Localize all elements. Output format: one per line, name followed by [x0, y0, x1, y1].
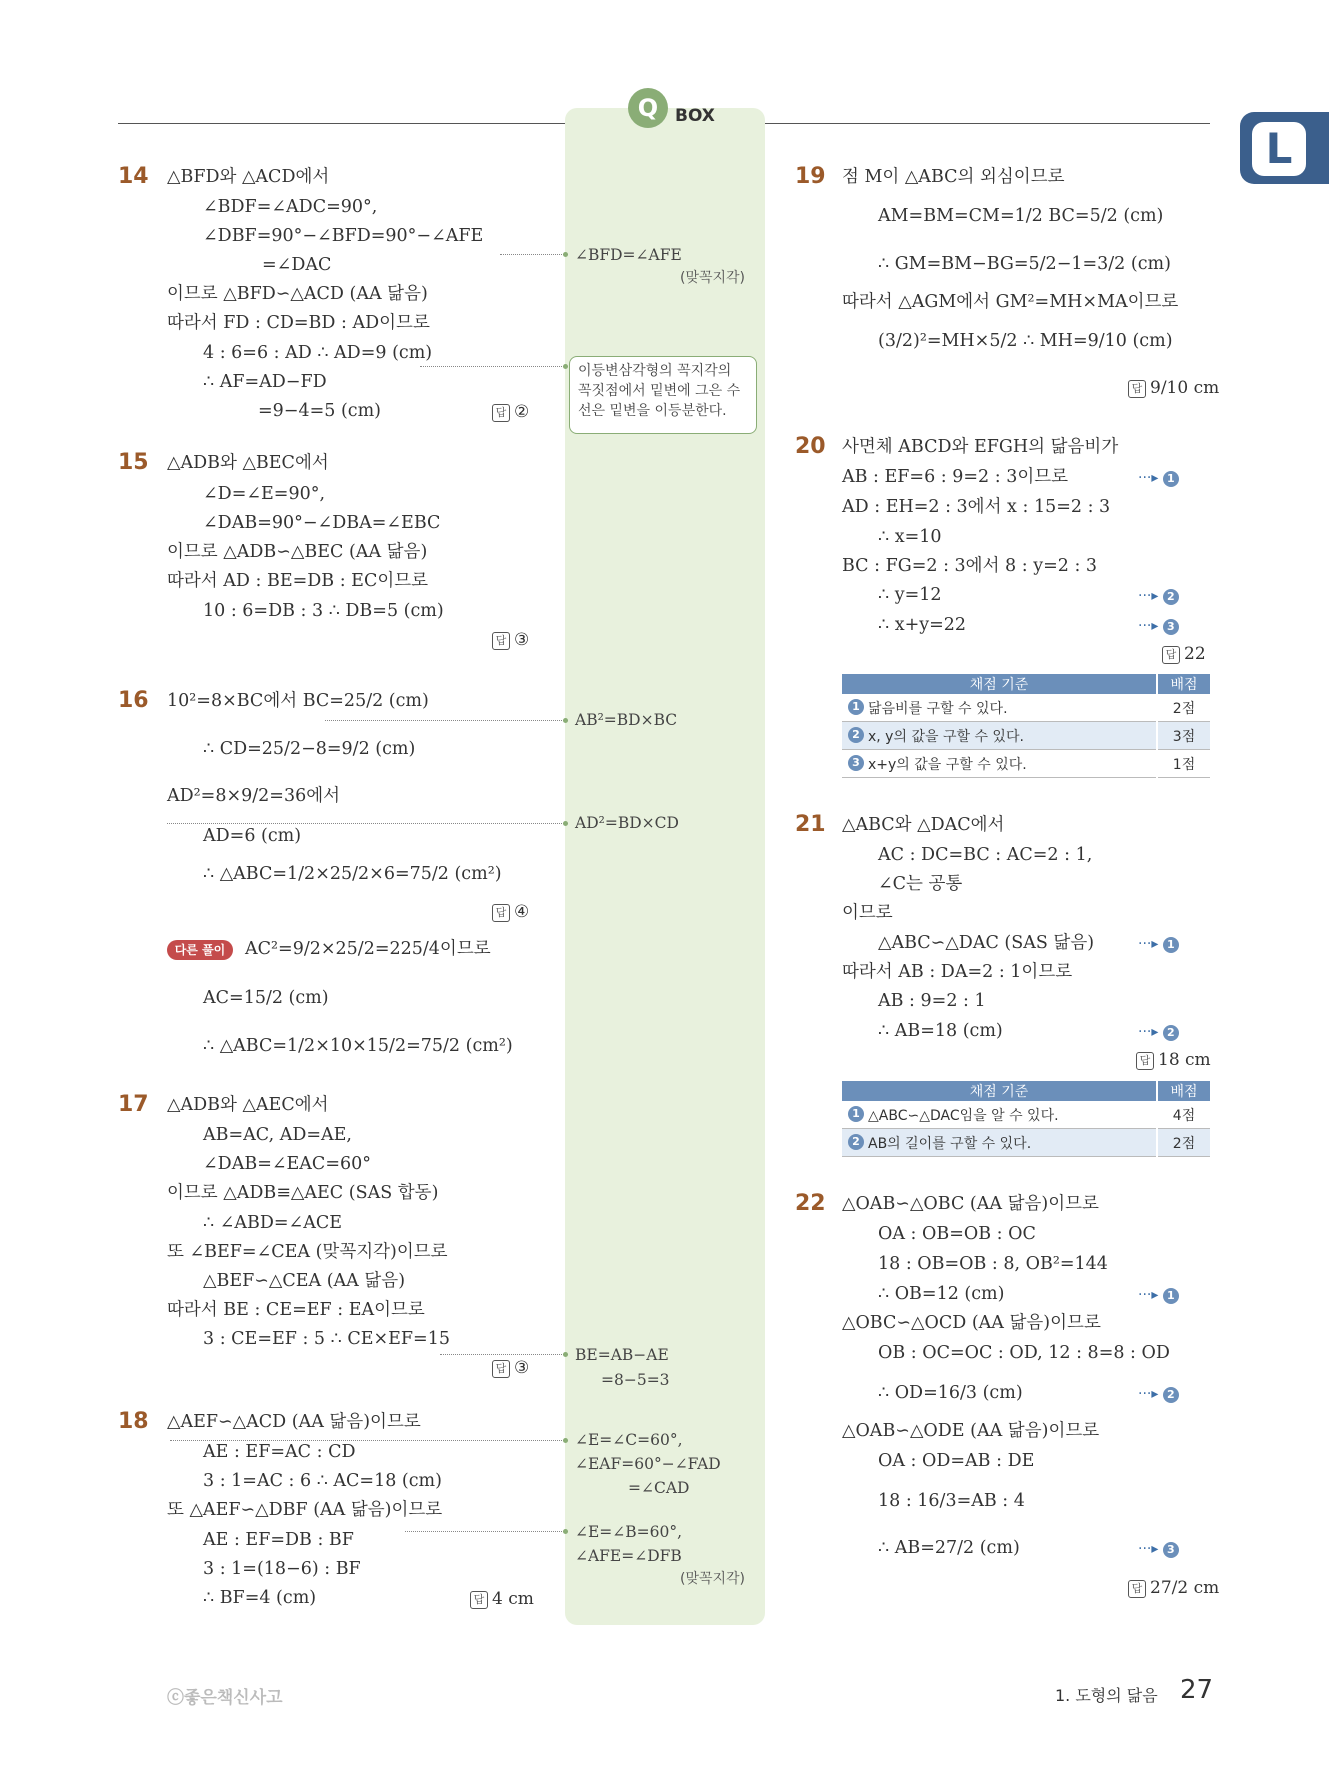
step-number: 1 [1163, 1288, 1179, 1304]
solution-line: AD : EH=2 : 3에서 x : 15=2 : 3 [842, 497, 1111, 517]
leader-line [170, 1440, 568, 1441]
leader-line [325, 720, 568, 721]
solution-line: (3/2)²=MH×5/2 ∴ MH=9/10 (cm) [878, 331, 1173, 351]
step-marker: ···▸ 2 [1138, 1024, 1179, 1041]
solution-line: 또 ∠BEF=∠CEA (맞꼭지각)이므로 [167, 1242, 448, 1262]
answer-value: ② [514, 402, 530, 422]
problem-number: 19 [795, 164, 826, 189]
step-marker: ···▸ 1 [1138, 470, 1179, 487]
solution-line: AB=AC, AD=AE, [203, 1125, 352, 1145]
answer-icon: 답 [1136, 1052, 1154, 1070]
answer-icon: 답 [1128, 380, 1146, 398]
note-box: 이등변삼각형의 꼭지각의 꼭짓점에서 밑변에 그은 수선은 밑변을 이등분한다. [569, 356, 757, 434]
solution-line: 이므로 △ADB∽△BEC (AA 닮음) [167, 542, 428, 562]
leader-dot [563, 1352, 568, 1357]
answer-icon: 답 [1128, 1580, 1146, 1598]
answer-icon: 답 [492, 404, 510, 422]
leader-dot [563, 1529, 568, 1534]
answer-value: 18 cm [1158, 1050, 1211, 1070]
qbox-note: =∠CAD [628, 1479, 690, 1497]
solution-line: ∴ CD=25/2−8=9/2 (cm) [203, 739, 416, 759]
answer-mark [492, 1358, 529, 1378]
solution-line: 이므로 [842, 903, 893, 923]
step-number: 3 [1163, 619, 1179, 635]
qbox-note: ∠E=∠C=60°, [575, 1431, 683, 1449]
answer-value: ③ [514, 1358, 530, 1378]
solution-line: 3 : CE=EF : 5 ∴ CE×EF=15 [203, 1329, 450, 1349]
grading-points: 1점 [1157, 750, 1210, 778]
solution-line: 따라서 AD : BE=DB : EC이므로 [167, 571, 429, 591]
qbox-note: AD²=BD×CD [575, 814, 679, 832]
leader-dot [563, 718, 568, 723]
grading-criterion: 2 AB의 길이를 구할 수 있다. [842, 1129, 1157, 1157]
solution-line: AC : DC=BC : AC=2 : 1, [878, 845, 1093, 865]
solution-line: 3 : 1=AC : 6 ∴ AC=18 (cm) [203, 1471, 442, 1491]
step-number: 2 [1163, 589, 1179, 605]
qbox-note: BE=AB−AE [575, 1346, 669, 1364]
solution-line: AE : EF=AC : CD [203, 1442, 356, 1462]
publisher-footer: ⓒ좋은책신사고 [167, 1688, 283, 1708]
grading-header-points: 배점 [1157, 674, 1210, 694]
grading-criterion: 1 닮음비를 구할 수 있다. [842, 694, 1157, 722]
leader-line [167, 823, 568, 824]
alt-solution-badge: 다른 풀이 [167, 940, 233, 960]
step-number: 3 [1163, 1542, 1179, 1558]
solution-line: 18 : 16/3=AB : 4 [878, 1491, 1025, 1511]
answer-mark [492, 630, 529, 650]
solution-line: ∴ x=10 [878, 527, 942, 547]
level-tab-letter: L [1252, 122, 1306, 176]
solution-line: 따라서 AB : DA=2 : 1이므로 [842, 962, 1073, 982]
grading-points: 4점 [1157, 1101, 1210, 1129]
leader-line [440, 1354, 568, 1355]
answer-value: 4 cm [492, 1589, 534, 1609]
solution-line: △OAB∽△ODE (AA 닮음)이므로 [842, 1421, 1100, 1441]
problem-number: 22 [795, 1191, 826, 1216]
solution-line: 점 M이 △ABC의 외심이므로 [842, 167, 1065, 187]
solution-line: ∴ ∠ABD=∠ACE [203, 1213, 343, 1233]
answer-value: ④ [514, 902, 530, 922]
leader-line [405, 1531, 568, 1532]
chapter-footer: 1. 도형의 닮음 [1055, 1686, 1158, 1705]
solution-line: ∠C는 공통 [878, 874, 963, 894]
qbox-note: ∠E=∠B=60°, [575, 1523, 683, 1541]
step-number: 2 [1163, 1387, 1179, 1403]
solution-line: △ADB와 △AEC에서 [167, 1095, 329, 1115]
solution-line: AE : EF=DB : BF [203, 1530, 354, 1550]
answer-value: ③ [514, 630, 530, 650]
solution-line: 사면체 ABCD와 EFGH의 닮음비가 [842, 437, 1119, 457]
solution-line: △BEF∽△CEA (AA 닮음) [203, 1271, 406, 1291]
solution-line: OA : OB=OB : OC [878, 1224, 1036, 1244]
problem-number: 18 [118, 1409, 149, 1434]
leader-dot [563, 821, 568, 826]
solution-line: 이므로 △BFD∽△ACD (AA 닮음) [167, 284, 428, 304]
solution-line: ∠D=∠E=90°, [203, 484, 326, 504]
solution-line: AB : EF=6 : 9=2 : 3이므로 [842, 467, 1069, 487]
qbox-note: AB²=BD×BC [575, 711, 678, 729]
step-marker: ···▸ 3 [1138, 618, 1179, 635]
q-logo-icon: Q [628, 88, 668, 128]
problem-number: 15 [118, 450, 149, 475]
grading-criterion: 3 x+y의 값을 구할 수 있다. [842, 750, 1157, 778]
answer-mark [1128, 378, 1219, 398]
leader-line [420, 366, 568, 367]
solution-line: △ABC∽△DAC (SAS 닮음) [878, 933, 1095, 953]
top-rule-left [118, 123, 565, 124]
grading-header-criteria: 채점 기준 [842, 1081, 1157, 1101]
answer-icon: 답 [470, 1591, 488, 1609]
answer-icon: 답 [492, 904, 510, 922]
problem-number: 20 [795, 434, 826, 459]
solution-line: OA : OD=AB : DE [878, 1451, 1035, 1471]
solution-line: ∴ AB=18 (cm) [878, 1021, 1003, 1041]
solution-line: △OAB∽△OBC (AA 닮음)이므로 [842, 1194, 1099, 1214]
solution-line: ∴ AB=27/2 (cm) [878, 1538, 1020, 1558]
grading-table-20 [842, 674, 1210, 778]
solution-line: AC=15/2 (cm) [203, 988, 329, 1008]
answer-value: 22 [1184, 644, 1206, 664]
solution-line: 따라서 △AGM에서 GM²=MH×MA이므로 [842, 292, 1179, 312]
qbox-note: ∠BFD=∠AFE [575, 246, 682, 264]
leader-dot [563, 252, 568, 257]
answer-icon: 답 [492, 1360, 510, 1378]
answer-mark [492, 902, 529, 922]
answer-mark [470, 1589, 534, 1609]
leader-dot [563, 1438, 568, 1443]
solution-line: =9−4=5 (cm) [258, 401, 382, 421]
solution-line: ∠BDF=∠ADC=90°, [203, 197, 378, 217]
step-marker: ···▸ 2 [1138, 588, 1179, 605]
solution-line: 10 : 6=DB : 3 ∴ DB=5 (cm) [203, 601, 444, 621]
grading-table-21 [842, 1081, 1210, 1157]
step-marker: ···▸ 1 [1138, 936, 1179, 953]
top-rule-right [765, 123, 1210, 124]
qbox-note: =8−5=3 [601, 1371, 670, 1389]
grading-header-points: 배점 [1157, 1081, 1210, 1101]
solution-line: BC : FG=2 : 3에서 8 : y=2 : 3 [842, 556, 1098, 576]
answer-icon: 답 [1162, 646, 1180, 664]
solution-line: 3 : 1=(18−6) : BF [203, 1559, 361, 1579]
grading-criterion: 1 △ABC∽△DAC임을 알 수 있다. [842, 1101, 1157, 1129]
step-number: 2 [1163, 1025, 1179, 1041]
qbox-note: (맞꼭지각) [680, 1571, 746, 1587]
solution-line: ∴ y=12 [878, 585, 942, 605]
solution-line: ∴ △ABC=1/2×10×15/2=75/2 (cm²) [203, 1036, 513, 1056]
qbox-column [565, 108, 765, 1625]
step-number: 1 [1163, 937, 1179, 953]
solution-line: 따라서 BE : CE=EF : EA이므로 [167, 1300, 425, 1320]
qbox-note: ∠EAF=60°−∠FAD [575, 1455, 721, 1473]
problem-number: 21 [795, 812, 826, 837]
qbox-label: BOX [675, 106, 715, 126]
step-marker: ···▸ 3 [1138, 1541, 1179, 1558]
qbox-note: ∠AFE=∠DFB [575, 1547, 682, 1565]
solution-line: =∠DAC [262, 255, 332, 275]
solution-line: ∠DBF=90°−∠BFD=90°−∠AFE [203, 226, 484, 246]
grading-points: 3점 [1157, 722, 1210, 750]
solution-line: 18 : OB=OB : 8, OB²=144 [878, 1254, 1108, 1274]
solution-line: 또 △AEF∽△DBF (AA 닮음)이므로 [167, 1500, 443, 1520]
solution-line: AC²=9/2×25/2=225/4이므로 [245, 939, 491, 959]
answer-mark [1162, 644, 1206, 664]
solution-line: 4 : 6=6 : AD ∴ AD=9 (cm) [203, 343, 433, 363]
answer-value: 9/10 cm [1150, 378, 1220, 398]
solution-line: ∴ GM=BM−BG=5/2−1=3/2 (cm) [878, 254, 1171, 274]
solution-line: AM=BM=CM=1/2 BC=5/2 (cm) [878, 206, 1164, 226]
step-marker: ···▸ 1 [1138, 1287, 1179, 1304]
solution-line: 따라서 FD : CD=BD : AD이므로 [167, 313, 430, 333]
solution-line: △AEF∽△ACD (AA 닮음)이므로 [167, 1412, 421, 1432]
grading-points: 2점 [1157, 694, 1210, 722]
step-number: 1 [1163, 471, 1179, 487]
grading-header-criteria: 채점 기준 [842, 674, 1157, 694]
solution-line: △BFD와 △ACD에서 [167, 167, 330, 187]
solution-line: ∴ OB=12 (cm) [878, 1284, 1005, 1304]
problem-number: 17 [118, 1092, 149, 1117]
page-number: 27 [1180, 1675, 1214, 1705]
solution-line: ∴ AF=AD−FD [203, 372, 327, 392]
solution-line: ∠DAB=∠EAC=60° [203, 1154, 372, 1174]
grading-criterion: 2 x, y의 값을 구할 수 있다. [842, 722, 1157, 750]
leader-dot [563, 364, 568, 369]
solution-line: ∴ OD=16/3 (cm) [878, 1383, 1023, 1403]
solution-line: OB : OC=OC : OD, 12 : 8=8 : OD [878, 1343, 1170, 1363]
solution-line: AB : 9=2 : 1 [878, 991, 986, 1011]
problem-number: 16 [118, 688, 149, 713]
solution-line: △OBC∽△OCD (AA 닮음)이므로 [842, 1313, 1101, 1333]
solution-line: 이므로 △ADB≡△AEC (SAS 합동) [167, 1183, 439, 1203]
solution-line: △ADB와 △BEC에서 [167, 453, 329, 473]
answer-mark [1136, 1050, 1211, 1070]
answer-mark [492, 402, 529, 422]
solution-line: ∴ BF=4 (cm) [203, 1588, 317, 1608]
solution-line: ∠DAB=90°−∠DBA=∠EBC [203, 513, 441, 533]
solution-line: 10²=8×BC에서 BC=25/2 (cm) [167, 691, 429, 711]
leader-line [500, 254, 568, 255]
step-marker: ···▸ 2 [1138, 1386, 1179, 1403]
problem-number: 14 [118, 164, 149, 189]
solution-line: AD=6 (cm) [203, 826, 302, 846]
answer-mark [1128, 1578, 1219, 1598]
solution-line: ∴ △ABC=1/2×25/2×6=75/2 (cm²) [203, 864, 502, 884]
answer-icon: 답 [492, 632, 510, 650]
grading-points: 2점 [1157, 1129, 1210, 1157]
solution-line: ∴ x+y=22 [878, 615, 967, 635]
answer-value: 27/2 cm [1150, 1578, 1220, 1598]
solution-line: △ABC와 △DAC에서 [842, 815, 1005, 835]
qbox-note: (맞꼭지각) [680, 270, 746, 286]
solution-line: AD²=8×9/2=36에서 [167, 786, 341, 806]
